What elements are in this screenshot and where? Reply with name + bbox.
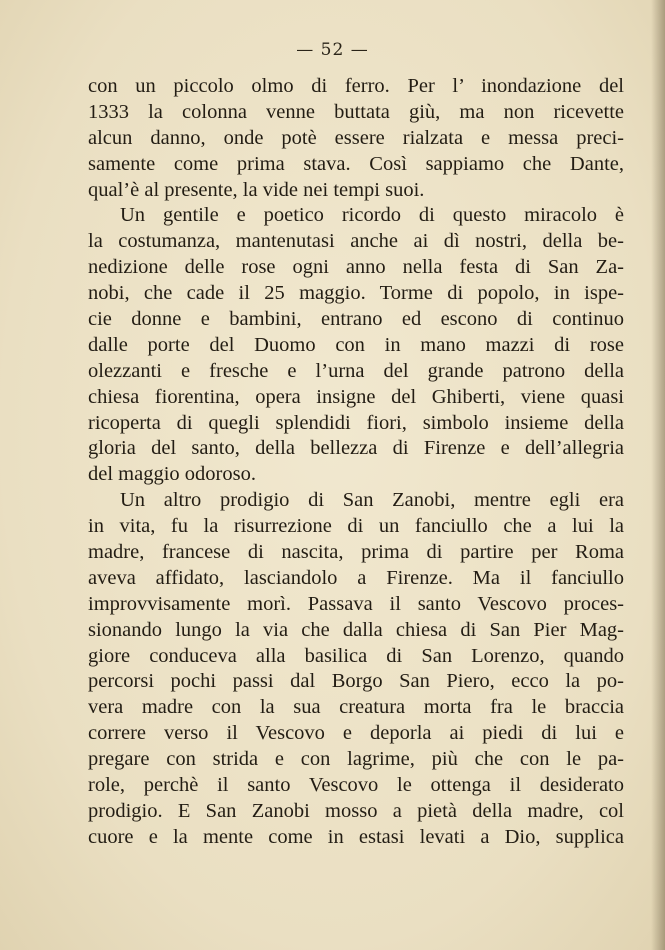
text-line: samente come prima stava. Così sappiamo che Dante,	[88, 152, 624, 175]
text-line: alcun danno, onde potè essere rialzata e messa preci-	[88, 126, 624, 149]
text-line: con un piccolo olmo di ferro. Per l’ inondazione del	[88, 75, 624, 97]
text-line: del maggio odoroso.	[88, 463, 256, 486]
text-line: cuore e la mente come in estasi levati a Dio, supplica	[88, 825, 624, 848]
text-line: dalle porte del Duomo con in mano mazzi di rose	[88, 333, 624, 356]
text-line: gloria del santo, della bellezza di Firenze e dell’allegria	[88, 437, 624, 460]
text-line: madre, francese di nascita, prima di partire per Roma	[88, 541, 624, 564]
text-line: pregare con strida e con lagrime, più che con le pa-	[88, 748, 624, 771]
text-line: role, perchè il santo Vescovo le ottenga il desiderato	[88, 774, 624, 797]
text-line: nobi, che cade il 25 maggio. Torme di popolo, in ispe-	[88, 282, 624, 305]
text-line: sionando lungo la via che dalla chiesa di San Pier Mag-	[88, 618, 624, 641]
text-line: Un gentile e poetico ricordo di questo miracolo è	[120, 204, 624, 227]
text-line: nedizione delle rose ogni anno nella festa di San Za-	[88, 256, 624, 279]
text-line: giore conduceva alla basilica di San Lorenzo, quando	[88, 644, 624, 667]
text-line: Un altro prodigio di San Zanobi, mentre egli era	[120, 489, 624, 512]
text-line: 1333 la colonna venne buttata giù, ma non ricevette	[88, 100, 624, 123]
text-line: correre verso il Vescovo e deporla ai piedi di lui e	[88, 722, 624, 745]
text-line: in vita, fu la risurrezione di un fanciullo che a lui la	[88, 515, 624, 538]
text-line: prodigio. E San Zanobi mosso a pietà della madre, col	[88, 799, 624, 822]
text-line: cie donne e bambini, entrano ed escono di continuo	[88, 308, 624, 331]
body-text	[88, 74, 624, 851]
text-line: improvvisamente morì. Passava il santo Vescovo proces-	[88, 592, 624, 615]
text-line: vera madre con la sua creatura morta fra le braccia	[88, 696, 624, 719]
page-edge-shadow	[651, 0, 665, 950]
text-line: olezzanti e fresche e l’urna del grande patrono della	[88, 359, 624, 382]
text-line: aveva affidato, lasciandolo a Firenze. Ma il fanciullo	[88, 566, 624, 589]
text-line: ricoperta di quegli splendidi fiori, simbolo insieme della	[88, 411, 624, 434]
text-line: la costumanza, mantenutasi anche ai dì nostri, della be-	[88, 230, 624, 253]
page-number: — 52 —	[296, 40, 369, 60]
text-line: qual’è al presente, la vide nei tempi suoi.	[88, 178, 425, 201]
text-line: chiesa fiorentina, opera insigne del Ghiberti, viene quasi	[88, 385, 624, 408]
text-line: percorsi pochi passi dal Borgo San Piero, ecco la po-	[88, 670, 624, 693]
